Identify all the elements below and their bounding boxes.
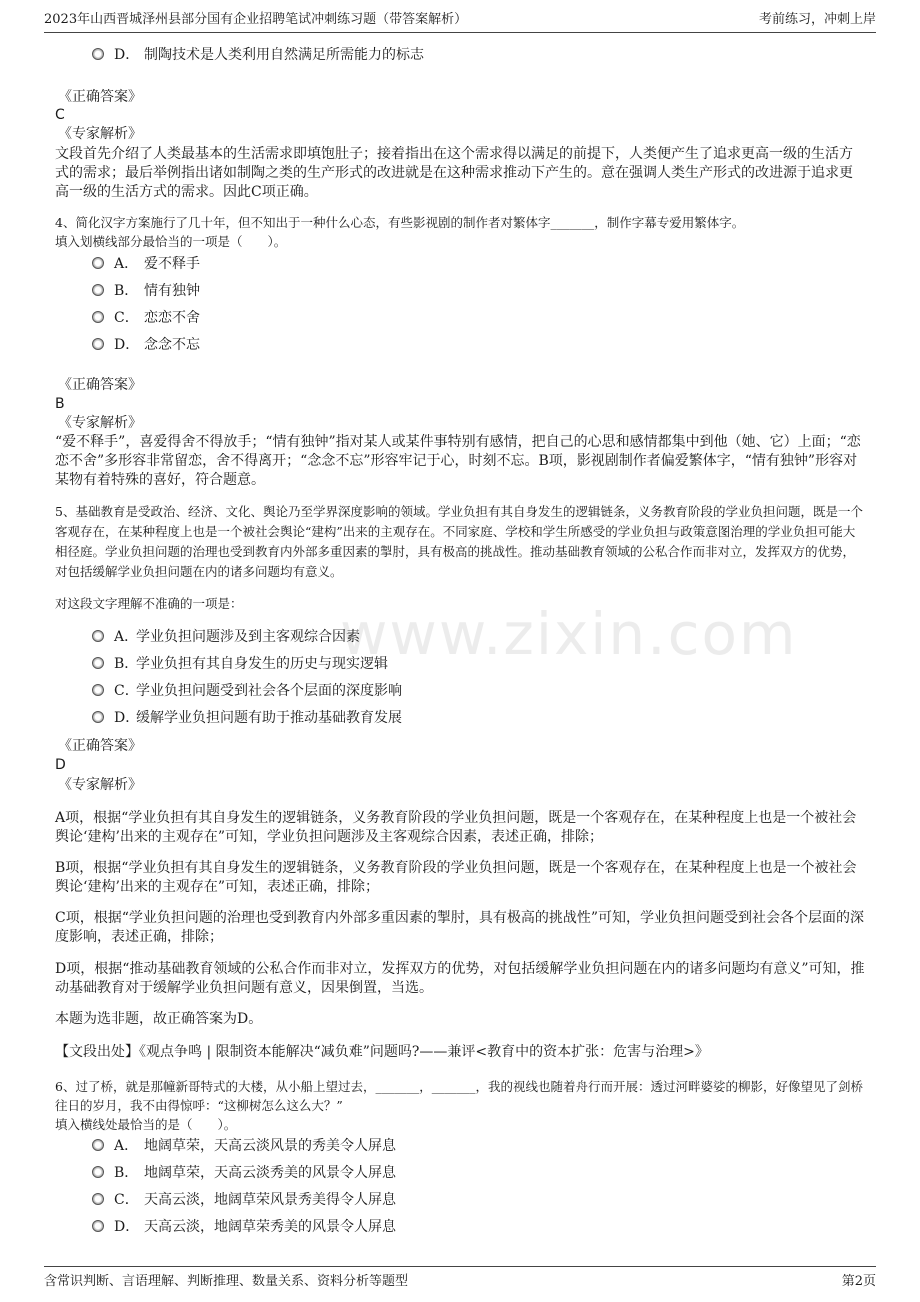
document-title: 2023年山西晋城泽州县部分国有企业招聘笔试冲刺练习题（带答案解析） — [44, 12, 468, 27]
q4-answer-label: 《正确答案》 — [58, 377, 142, 393]
q5-analysis-a: A项，根据“学业负担有其自身发生的逻辑链条，义务教育阶段的学业负担问题，既是一个客观存在，在某种程度上也是一个被社会舆论‘建构’出来的主观存在”可知，学业负担问题涉及主客观综合因素，表述正确，排除； — [55, 810, 857, 845]
q6-option-c[interactable]: C． 天高云淡，地阔草荣风景秀美得令人屏息 — [92, 1189, 396, 1211]
page-header — [44, 8, 876, 33]
q5-analysis-b: B项，根据“学业负担有其自身发生的逻辑链条，义务教育阶段的学业负担问题，既是一个客观存在，在某种程度上也是一个被社会舆论‘建构’出来的主观存在”可知，表述正确，排除； — [55, 860, 857, 895]
header-tagline: 考前练习，冲刺上岸 — [758, 12, 876, 27]
radio-icon[interactable] — [92, 257, 104, 269]
q4-analysis-label: 《专家解析》 — [58, 415, 142, 431]
q5-answer-label: 《正确答案》 — [58, 738, 142, 754]
radio-icon[interactable] — [92, 630, 104, 642]
q3-option-d[interactable]: D． 制陶技术是人类利用自然满足所需能力的标志 — [92, 44, 424, 66]
radio-icon[interactable] — [92, 48, 104, 60]
q6-option-a[interactable]: A． 地阔草荣，天高云淡风景的秀美令人屏息 — [92, 1135, 396, 1157]
q4-answer: B — [55, 396, 65, 412]
q4-stem: 4、简化汉字方案施行了几十年，但不知出于一种什么心态，有些影视剧的制作者对繁体字_______，制作字幕专爱用繁体字。 — [55, 215, 745, 230]
q6-prompt: 填入横线处最恰当的是（ ）。 — [55, 1117, 237, 1132]
q3-answer: C — [55, 107, 65, 123]
q4-option-c[interactable]: C． 恋恋不舍 — [92, 307, 200, 329]
q5-analysis-c: C项，根据“学业负担问题的治理也受到教育内外部多重因素的掣肘，具有极高的挑战性”可知，学业负担问题受到社会各个层面的深度影响，表述正确，排除； — [55, 910, 865, 945]
q6-stem: 6、过了桥，就是那幢新哥特式的大楼，从小船上望过去，_______，_______，我的视线也随着舟行而开展：透过河畔婆娑的柳影，好像望见了剑桥往日的岁月，我不由得惊呼：“这柳树怎么这么大？” — [55, 1079, 863, 1113]
q4-analysis: “爱不释手”，喜爱得舍不得放手；“情有独钟”指对某人或某件事特别有感情，把自己的心思和感情都集中到他（她、它）上面；“恋恋不舍”多形容非常留恋，舍不得离开；“念念不忘”形容牢记于心，时刻不忘。B项，影视剧制作者偏爱繁体字，“情有独钟”形容对某物有着特殊的喜好，符合题意。 — [55, 434, 861, 488]
radio-icon[interactable] — [92, 284, 104, 296]
q4-option-a[interactable]: A． 爱不释手 — [92, 253, 200, 275]
q5-stem: 5、基础教育是受政治、经济、文化、舆论乃至学界深度影响的领域。学业负担有其自身发生的逻辑链条，义务教育阶段的学业负担问题，既是一个客观存在，在某种程度上也是一个被社会舆论“建构”出来的主观存在。不同家庭、学校和学生所感受的学业负担与政策意图治理的学业负担可能大相径庭。学业负担问题的治理也受到教育内外部多重因素的掣肘，具有极高的挑战性。推动基础教育领域的公私合作而非对立，发挥双方的优势，对包括缓解学业负担问题在内的诸多问题均有意义。 — [55, 504, 863, 579]
radio-icon[interactable] — [92, 1193, 104, 1205]
q4-option-b[interactable]: B． 情有独钟 — [92, 280, 200, 302]
q4-option-d[interactable]: D． 念念不忘 — [92, 334, 200, 356]
q5-source: 【文段出处】《观点争鸣 | 限制资本能解决“减负难”问题吗?——兼评<教育中的资本扩张：危害与治理>》 — [55, 1044, 709, 1060]
q5-option-b[interactable]: B．学业负担有其自身发生的历史与现实逻辑 — [92, 653, 388, 675]
q5-prompt: 对这段文字理解不准确的一项是： — [55, 596, 243, 611]
radio-icon[interactable] — [92, 711, 104, 723]
radio-icon[interactable] — [92, 311, 104, 323]
page-number: 第2页 — [841, 1274, 876, 1289]
q4-prompt: 填入划横线部分最恰当的一项是（ ）。 — [55, 234, 287, 249]
page-footer — [44, 1266, 876, 1293]
q6-option-b[interactable]: B． 地阔草荣，天高云淡秀美的风景令人屏息 — [92, 1162, 396, 1184]
q5-conclusion: 本题为选非题，故正确答案为D。 — [55, 1011, 263, 1027]
radio-icon[interactable] — [92, 684, 104, 696]
q6-option-d[interactable]: D． 天高云淡，地阔草荣秀美的风景令人屏息 — [92, 1216, 396, 1238]
q3-analysis: 文段首先介绍了人类最基本的生活需求即填饱肚子；接着指出在这个需求得以满足的前提下，人类便产生了追求更高一级的生活方式的需求；最后举例指出诸如制陶之类的生产形式的改进就是在这种需求推动下产生的。意在强调人类生产形式的改进源于追求更高一级的生活方式的需求。因此C项正确。 — [55, 146, 853, 200]
footer-categories: 含常识判断、言语理解、判断推理、数量关系、资料分析等题型 — [44, 1274, 409, 1289]
radio-icon[interactable] — [92, 1166, 104, 1178]
q5-option-a[interactable]: A．学业负担问题涉及到主客观综合因素 — [92, 626, 360, 648]
watermark: www.zixin.com — [340, 600, 798, 668]
q5-answer: D — [55, 757, 66, 773]
q5-analysis-d: D项，根据“推动基础教育领域的公私合作而非对立，发挥双方的优势，对包括缓解学业负担问题在内的诸多问题均有意义”可知，推动基础教育对于缓解学业负担问题有意义，因果倒置，当选。 — [55, 961, 865, 996]
q5-analysis-label: 《专家解析》 — [58, 777, 142, 793]
radio-icon[interactable] — [92, 657, 104, 669]
q5-option-d[interactable]: D．缓解学业负担问题有助于推动基础教育发展 — [92, 707, 402, 729]
radio-icon[interactable] — [92, 1139, 104, 1151]
q3-analysis-label: 《专家解析》 — [58, 126, 142, 142]
q5-option-c[interactable]: C．学业负担问题受到社会各个层面的深度影响 — [92, 680, 402, 702]
radio-icon[interactable] — [92, 1220, 104, 1232]
q3-answer-label: 《正确答案》 — [58, 89, 142, 105]
radio-icon[interactable] — [92, 338, 104, 350]
